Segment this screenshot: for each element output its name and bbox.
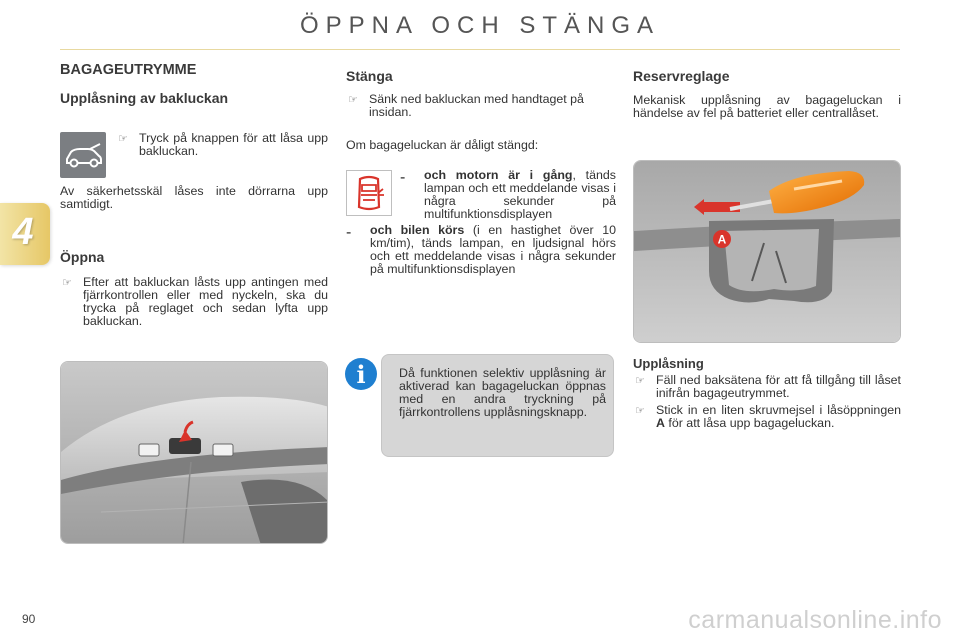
lock-screwdriver-photo — [633, 160, 901, 343]
page-number: 90 — [22, 612, 36, 626]
screwdriver-instruction: ☞ Stick in en liten skruvmejsel i låsöppningen A för att låsa upp bagageluckan. — [635, 403, 901, 430]
car-trunk-open-icon — [60, 132, 106, 178]
fold-seats-instruction: ☞ Fäll ned baksätena för att få tillgång till låset inifrån bagageutrymmet. — [635, 373, 901, 400]
car-driving-item: - och bilen körs (i en hastighet över 10 km/tim), tänds lampan, en ljudsignal hörs och ett meddelande visas i några sekunder på multifunktionsdisplayen — [346, 223, 616, 276]
chapter-number: 4 — [12, 211, 34, 253]
unlock-tailgate-heading: Upplåsning av bakluckan — [60, 90, 229, 106]
page-title: ÖPPNA OCH STÄNGA — [299, 12, 661, 39]
bullet-glyph: ☞ — [348, 94, 358, 106]
backup-release-text: Mekanisk upplåsning av bagageluckan i händelse av fel på batteriet eller centrallåset. — [633, 93, 901, 120]
trunk-warning-lamp-icon — [346, 170, 392, 216]
info-note — [381, 354, 614, 457]
bullet-glyph: ☞ — [635, 375, 645, 387]
bullet-glyph: ☞ — [118, 133, 128, 145]
column-trunk — [60, 62, 328, 106]
close-heading: Stänga — [346, 68, 393, 84]
backup-release-heading: Reservreglage — [633, 68, 730, 84]
lock-opening-label: A — [717, 232, 727, 247]
engine-running-item: - och motorn är i gång, tänds lampan och ett meddelande visas i några sekunder på multifunktionsdisplayen — [400, 168, 616, 221]
info-icon: i — [345, 358, 377, 390]
security-note: Av säkerhetsskäl låses inte dörrarna upp samtidigt. — [60, 184, 328, 211]
column-backup — [633, 68, 901, 84]
open-instruction: ☞ Efter att bakluckan låsts upp antingen med fjärrkontrollen eller med nyckeln, ska du trycka på reglaget och sedan lyfta upp bakluckan. — [62, 275, 328, 328]
bullet-glyph: ☞ — [62, 277, 72, 289]
unlock-tailgate-instruction: ☞ Tryck på knappen för att låsa upp bakluckan. — [118, 131, 328, 158]
bullet-glyph: ☞ — [635, 405, 645, 417]
tailgate-photo — [60, 361, 328, 544]
open-heading: Öppna — [60, 249, 105, 265]
chapter-tab — [0, 203, 50, 265]
unlock-heading: Upplåsning — [633, 356, 704, 371]
title-divider — [60, 49, 900, 50]
close-instruction: ☞ Sänk ned bakluckan med handtaget på insidan. — [348, 92, 584, 119]
section-title: BAGAGEUTRYMME — [60, 62, 197, 78]
info-note-text: Då funktionen selektiv upplåsning är aktiverad kan bagageluckan öppnas med en andra tryckning på fjärrkontrollens upplåsningsknapp. — [399, 366, 606, 419]
watermark: carmanualsonline.info — [688, 606, 942, 634]
not-closed-intro: Om bagageluckan är dåligt stängd: — [346, 138, 539, 152]
column-close — [346, 68, 616, 84]
